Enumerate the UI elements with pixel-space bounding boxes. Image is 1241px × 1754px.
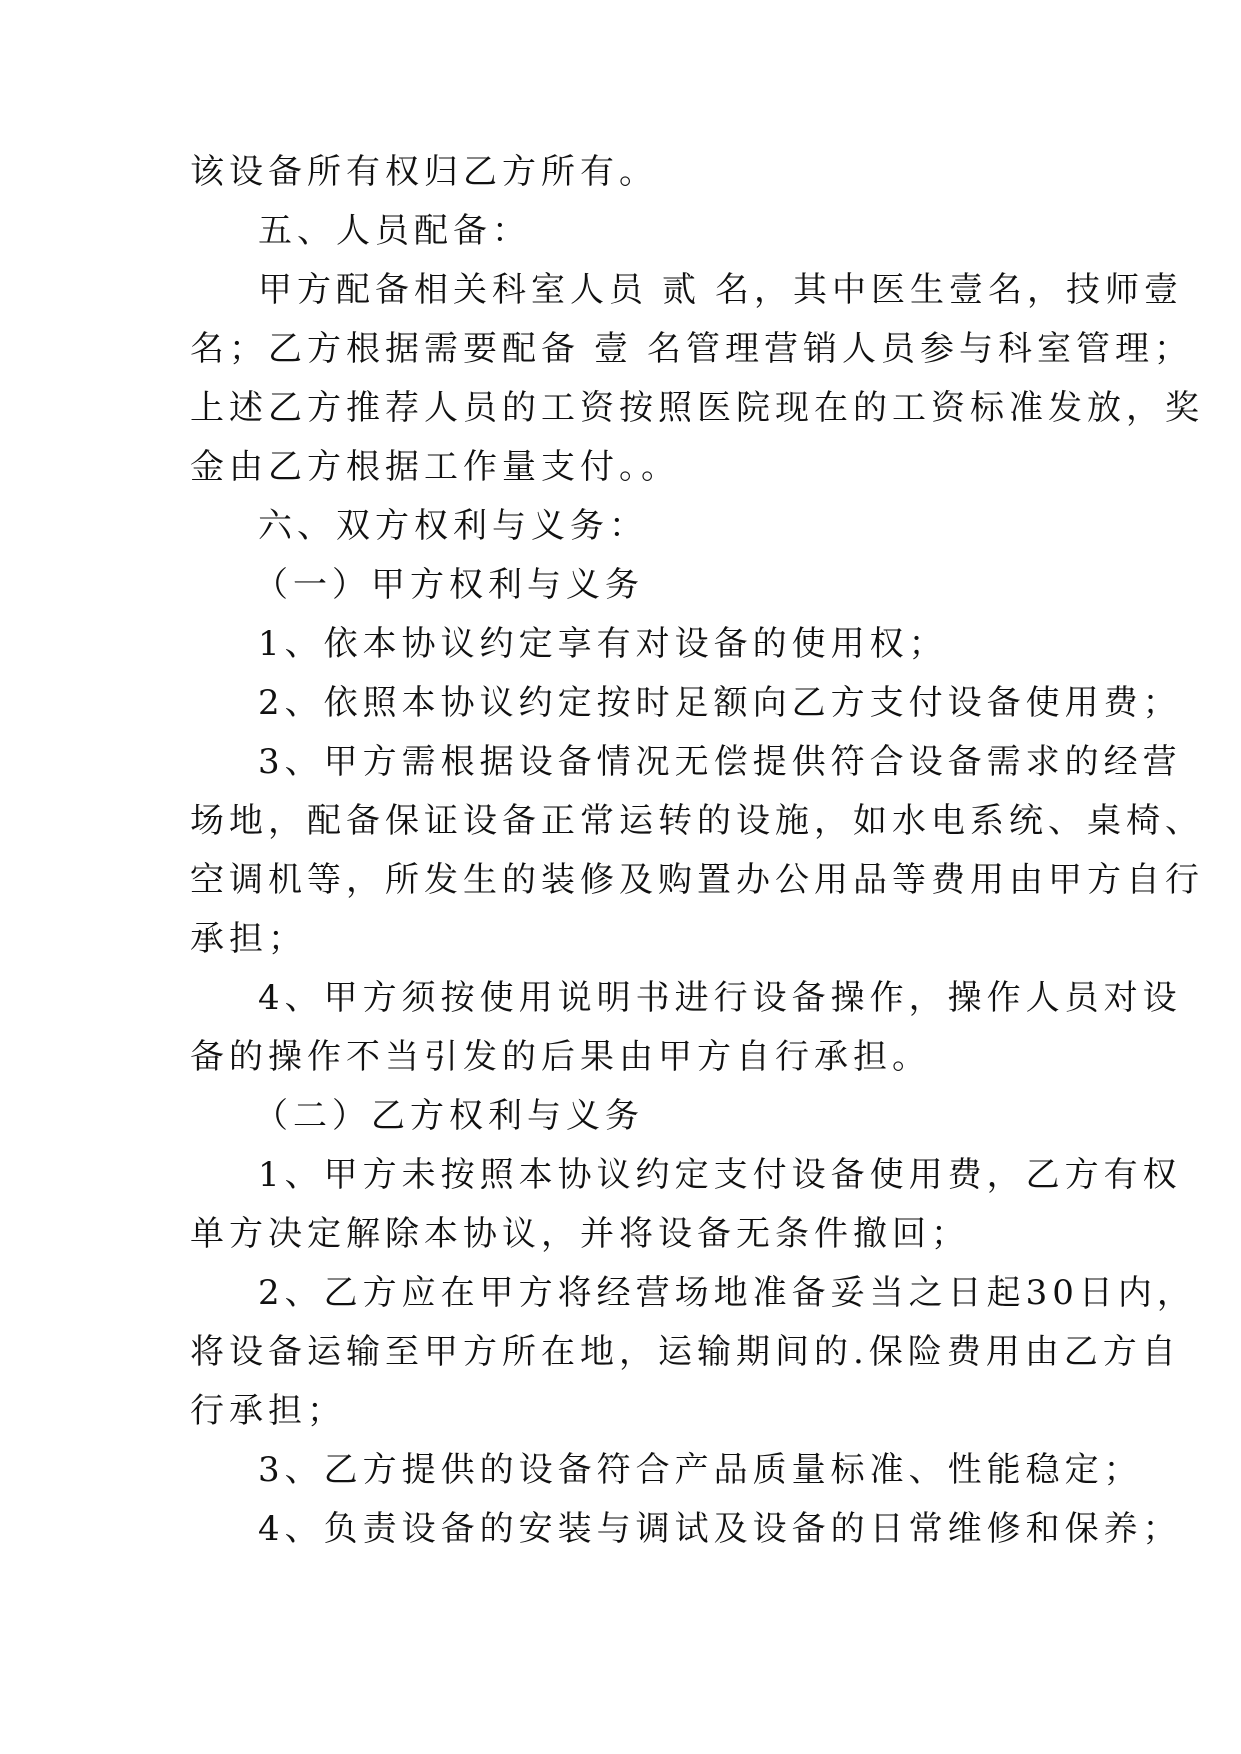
paragraph-line: 该设备所有权归乙方所有。 [190, 152, 658, 192]
list-item: 3、乙方提供的设备符合产品质量标准、性能稳定； [258, 1450, 1143, 1490]
paragraph-line: 承担； [190, 919, 307, 959]
list-item: 4、负责设备的安装与调试及设备的日常维修和保养； [258, 1509, 1182, 1549]
paragraph-line: 金由乙方根据工作量支付。。 [190, 447, 680, 487]
paragraph-line: 甲方配备相关科室人员 贰 名，其中医生壹名，技师壹 [258, 270, 1183, 310]
section-heading-staffing: 五、人员配备： [258, 211, 531, 251]
paragraph-line: 单方决定解除本协议，并将设备无条件撤回； [190, 1214, 970, 1254]
section-heading-rights-obligations: 六、双方权利与义务： [258, 506, 648, 546]
subsection-heading-party-a: （一）甲方权利与义务 [254, 565, 644, 605]
list-item: 4、甲方须按使用说明书进行设备操作，操作人员对设 [258, 978, 1182, 1018]
paragraph-line: 上述乙方推荐人员的工资按照医院现在的工资标准发放，奖 [190, 388, 1204, 428]
list-item: 2、乙方应在甲方将经营场地准备妥当之日起30日内， [258, 1273, 1196, 1313]
list-item: 3、甲方需根据设备情况无偿提供符合设备需求的经营 [258, 742, 1182, 782]
paragraph-line: 备的操作不当引发的后果由甲方自行承担。 [190, 1037, 931, 1077]
list-item: 1、依本协议约定享有对设备的使用权； [258, 624, 948, 664]
paragraph-line: 名；乙方根据需要配备 壹 名管理营销人员参与科室管理； [190, 329, 1193, 369]
list-item: 1、甲方未按照本协议约定支付设备使用费，乙方有权 [258, 1155, 1182, 1195]
paragraph-line: 将设备运输至甲方所在地，运输期间的.保险费用由乙方自 [190, 1332, 1181, 1372]
subsection-heading-party-b: （二）乙方权利与义务 [254, 1096, 644, 1136]
paragraph-line: 行承担； [190, 1391, 346, 1431]
paragraph-line: 空调机等，所发生的装修及购置办公用品等费用由甲方自行 [190, 860, 1204, 900]
list-item: 2、依照本协议约定按时足额向乙方支付设备使用费； [258, 683, 1182, 723]
paragraph-line: 场地，配备保证设备正常运转的设施，如水电系统、桌椅、 [190, 801, 1204, 841]
